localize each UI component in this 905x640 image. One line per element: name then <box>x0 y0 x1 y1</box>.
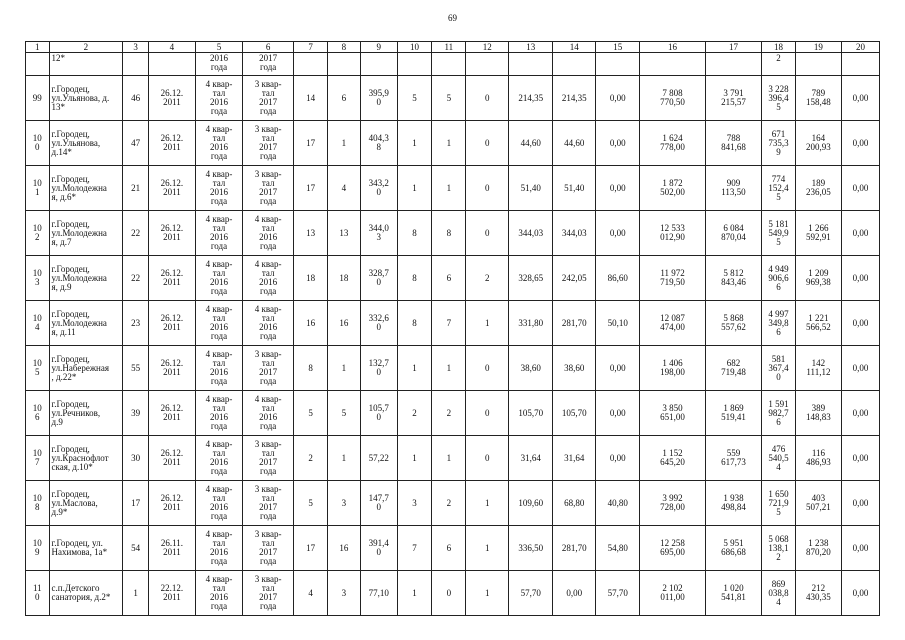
table-cell-col-15: 0,00 <box>596 166 640 211</box>
table-cell-col-20: 0,00 <box>841 571 879 616</box>
table-cell-col-16: 1 872 502,00 <box>640 166 706 211</box>
table-cell-col-13: 331,80 <box>509 301 553 346</box>
table-cell-col-2: г.Городец, ул.Речников, д.9 <box>49 391 123 436</box>
table-cell-col-18: 5 181 549,9 5 <box>762 211 796 256</box>
table-cell-col-1: 10 4 <box>26 301 50 346</box>
table-cell-col-16: 7 808 770,50 <box>640 76 706 121</box>
table-cell-col-20: 0,00 <box>841 481 879 526</box>
table-cell-col-14: 31,64 <box>553 436 596 481</box>
table-cell-col-18: 774 152,4 5 <box>762 166 796 211</box>
table-cell-col-14: 281,70 <box>553 301 596 346</box>
table-cell-col-4: 26.12. 2011 <box>148 436 195 481</box>
table-cell-col-6: 2017 года <box>243 53 294 76</box>
table-cell-col-18: 5 068 138,1 2 <box>762 526 796 571</box>
table-cell-col-8: 8 <box>328 42 361 53</box>
table-cell-col-6: 3 квар- тал 2017 года <box>243 346 294 391</box>
table-cell-col-15: 54,80 <box>596 526 640 571</box>
table-row <box>26 481 880 526</box>
table-cell-col-12: 2 <box>466 256 509 301</box>
table-cell-col-3: 47 <box>123 121 149 166</box>
table-row <box>26 211 880 256</box>
table-cell-col-15: 50,10 <box>596 301 640 346</box>
table-cell-col-3: 46 <box>123 76 149 121</box>
table-cell-col-15: 0,00 <box>596 436 640 481</box>
table-cell-col-17: 788 841,68 <box>705 121 761 166</box>
table-cell-col-9: 9 <box>360 42 397 53</box>
table-cell-col-2: г.Городец, ул.Краснофлот ская, д.10* <box>49 436 123 481</box>
table-cell-col-20: 20 <box>841 42 879 53</box>
table-cell-col-11: 5 <box>432 76 466 121</box>
table-cell-col-9 <box>360 53 397 76</box>
table-cell-col-2: с.п.Детского санатория, д.2* <box>49 571 123 616</box>
table-row <box>26 76 880 121</box>
table-cell-col-6: 4 квар- тал 2016 года <box>243 256 294 301</box>
table-cell-col-20: 0,00 <box>841 211 879 256</box>
table-cell-col-3 <box>123 53 149 76</box>
table-cell-col-8: 1 <box>328 436 361 481</box>
table-cell-col-7: 13 <box>294 211 328 256</box>
table-cell-col-17: 5 812 843,46 <box>705 256 761 301</box>
table-cell-col-20: 0,00 <box>841 166 879 211</box>
table-cell-col-11: 6 <box>432 526 466 571</box>
table-cell-col-12: 0 <box>466 166 509 211</box>
table-cell-col-3: 39 <box>123 391 149 436</box>
table-cell-col-15: 15 <box>596 42 640 53</box>
table-cell-col-15 <box>596 53 640 76</box>
table-cell-col-5: 4 квар- тал 2016 года <box>195 346 242 391</box>
table-cell-col-5: 4 квар- тал 2016 года <box>195 526 242 571</box>
table-cell-col-4: 26.12. 2011 <box>148 301 195 346</box>
table-cell-col-10 <box>397 53 432 76</box>
table-cell-col-2: 2 <box>49 42 123 53</box>
table-cell-col-9: 395,9 0 <box>360 76 397 121</box>
table-cell-col-4: 26.12. 2011 <box>148 121 195 166</box>
table-row <box>26 301 880 346</box>
table-cell-col-17: 1 938 498,84 <box>705 481 761 526</box>
table-cell-col-4: 26.11. 2011 <box>148 526 195 571</box>
table-cell-col-8: 1 <box>328 121 361 166</box>
table-cell-col-7: 5 <box>294 391 328 436</box>
table-cell-col-14 <box>553 53 596 76</box>
table-cell-col-2: г.Городец, ул. Нахимова, 1а* <box>49 526 123 571</box>
table-cell-col-7: 5 <box>294 481 328 526</box>
table-cell-col-17: 682 719,48 <box>705 346 761 391</box>
table-cell-col-16: 3 850 651,00 <box>640 391 706 436</box>
table-cell-col-9: 343,2 0 <box>360 166 397 211</box>
table-cell-col-11: 1 <box>432 166 466 211</box>
table-cell-col-1: 10 1 <box>26 166 50 211</box>
table-cell-col-14: 242,05 <box>553 256 596 301</box>
table-cell-col-2: г.Городец, ул.Молодежна я, д.11 <box>49 301 123 346</box>
table-cell-col-8: 4 <box>328 166 361 211</box>
table-cell-col-11: 1 <box>432 121 466 166</box>
table-cell-col-5: 4 квар- тал 2016 года <box>195 481 242 526</box>
table-cell-col-14: 214,35 <box>553 76 596 121</box>
table-cell-col-16: 1 152 645,20 <box>640 436 706 481</box>
table-cell-col-12: 0 <box>466 436 509 481</box>
table-cell-col-13: 13 <box>509 42 553 53</box>
page-number: 69 <box>448 13 457 23</box>
table-cell-col-2: г.Городец, ул.Маслова, д.9* <box>49 481 123 526</box>
table-cell-col-18: 581 367,4 0 <box>762 346 796 391</box>
table-cell-col-13: 109,60 <box>509 481 553 526</box>
table-cell-col-19 <box>795 53 841 76</box>
table-cell-col-1: 10 8 <box>26 481 50 526</box>
table-cell-col-11: 6 <box>432 256 466 301</box>
table-cell-col-4: 26.12. 2011 <box>148 166 195 211</box>
table-cell-col-9: 391,4 0 <box>360 526 397 571</box>
table-cell-col-7: 17 <box>294 166 328 211</box>
table-cell-col-1: 10 9 <box>26 526 50 571</box>
table-cell-col-1: 10 5 <box>26 346 50 391</box>
table-cell-col-20: 0,00 <box>841 76 879 121</box>
table-cell-col-1: 1 <box>26 42 50 53</box>
table-cell-col-19: 164 200,93 <box>795 121 841 166</box>
table-cell-col-13: 214,35 <box>509 76 553 121</box>
table-cell-col-2: г.Городец, ул.Ульянова, д.14* <box>49 121 123 166</box>
table-row <box>26 346 880 391</box>
table-cell-col-4: 26.12. 2011 <box>148 256 195 301</box>
table-cell-col-9: 344,0 3 <box>360 211 397 256</box>
table-cell-col-3: 54 <box>123 526 149 571</box>
table-cell-col-13: 31,64 <box>509 436 553 481</box>
table-cell-col-11: 2 <box>432 481 466 526</box>
table-cell-col-11: 1 <box>432 346 466 391</box>
table-cell-col-8: 3 <box>328 571 361 616</box>
table-cell-col-2: г.Городец, ул.Молодежна я, д.9 <box>49 256 123 301</box>
table-cell-col-14: 0,00 <box>553 571 596 616</box>
table-cell-col-4: 26.12. 2011 <box>148 391 195 436</box>
table-cell-col-7: 14 <box>294 76 328 121</box>
table-cell-col-5: 4 квар- тал 2016 года <box>195 301 242 346</box>
table-cell-col-16: 12 087 474,00 <box>640 301 706 346</box>
table-cell-col-15: 0,00 <box>596 121 640 166</box>
table-row <box>26 166 880 211</box>
table-cell-col-6: 3 квар- тал 2017 года <box>243 166 294 211</box>
table-cell-col-10: 5 <box>397 76 432 121</box>
table-cell-col-13 <box>509 53 553 76</box>
table-cell-col-9: 332,6 0 <box>360 301 397 346</box>
table-cell-col-10: 1 <box>397 346 432 391</box>
table-cell-col-15: 0,00 <box>596 76 640 121</box>
table-cell-col-4: 22.12. 2011 <box>148 571 195 616</box>
table-cell-col-3: 22 <box>123 256 149 301</box>
table-cell-col-6: 4 квар- тал 2016 года <box>243 211 294 256</box>
table-cell-col-7: 18 <box>294 256 328 301</box>
table-cell-col-18: 671 735,3 9 <box>762 121 796 166</box>
table-cell-col-5: 4 квар- тал 2016 года <box>195 391 242 436</box>
table-cell-col-18: 1 591 982,7 6 <box>762 391 796 436</box>
table-cell-col-1: 99 <box>26 76 50 121</box>
table-cell-col-6: 4 квар- тал 2016 года <box>243 391 294 436</box>
table-cell-col-1: 10 2 <box>26 211 50 256</box>
table-cell-col-10: 8 <box>397 211 432 256</box>
table-cell-col-8: 16 <box>328 301 361 346</box>
table-cell-col-1: 11 0 <box>26 571 50 616</box>
table-cell-col-3: 3 <box>123 42 149 53</box>
table-cell-col-13: 328,65 <box>509 256 553 301</box>
table-cell-col-20: 0,00 <box>841 526 879 571</box>
table-cell-col-3: 55 <box>123 346 149 391</box>
table-cell-col-10: 7 <box>397 526 432 571</box>
table-cell-col-10: 1 <box>397 436 432 481</box>
table-cell-col-11: 7 <box>432 301 466 346</box>
table-cell-col-1 <box>26 53 50 76</box>
table-cell-col-3: 21 <box>123 166 149 211</box>
table-cell-col-6: 3 квар- тал 2017 года <box>243 436 294 481</box>
table-row <box>26 571 880 616</box>
table-cell-col-15: 40,80 <box>596 481 640 526</box>
table-cell-col-16: 11 972 719,50 <box>640 256 706 301</box>
table-cell-col-17: 17 <box>705 42 761 53</box>
table-cell-col-16: 16 <box>640 42 706 53</box>
table-cell-col-8: 1 <box>328 346 361 391</box>
table-cell-col-5: 4 квар- тал 2016 года <box>195 121 242 166</box>
table-cell-col-7: 4 <box>294 571 328 616</box>
table-cell-col-5: 4 квар- тал 2016 года <box>195 166 242 211</box>
table-cell-col-17 <box>705 53 761 76</box>
table-cell-col-10: 1 <box>397 166 432 211</box>
table-cell-col-4: 26.12. 2011 <box>148 346 195 391</box>
table-cell-col-11: 0 <box>432 571 466 616</box>
table-cell-col-8: 6 <box>328 76 361 121</box>
table-cell-col-12: 0 <box>466 211 509 256</box>
table-cell-col-3: 30 <box>123 436 149 481</box>
table-cell-col-9: 404,3 8 <box>360 121 397 166</box>
table-cell-col-19: 116 486,93 <box>795 436 841 481</box>
table-cell-col-3: 23 <box>123 301 149 346</box>
table-cell-col-13: 344,03 <box>509 211 553 256</box>
table-cell-col-17: 909 113,50 <box>705 166 761 211</box>
table-cell-col-12: 1 <box>466 301 509 346</box>
table-cell-col-4 <box>148 53 195 76</box>
table-cell-col-7: 8 <box>294 346 328 391</box>
table-cell-col-12: 0 <box>466 76 509 121</box>
table-cell-col-14: 281,70 <box>553 526 596 571</box>
table-cell-col-10: 8 <box>397 301 432 346</box>
table-cell-col-7 <box>294 53 328 76</box>
table-cell-col-2: г.Городец, ул.Набережная , д.22* <box>49 346 123 391</box>
table-cell-col-1: 10 3 <box>26 256 50 301</box>
table-cell-col-16: 12 533 012,90 <box>640 211 706 256</box>
table-cell-col-19: 189 236,05 <box>795 166 841 211</box>
table-cell-col-19: 1 266 592,91 <box>795 211 841 256</box>
table-cell-col-12: 12 <box>466 42 509 53</box>
table-cell-col-13: 44,60 <box>509 121 553 166</box>
table-cell-col-19: 142 111,12 <box>795 346 841 391</box>
table-cell-col-15: 86,60 <box>596 256 640 301</box>
table-cell-col-7: 16 <box>294 301 328 346</box>
table-cell-col-14: 14 <box>553 42 596 53</box>
table-cell-col-8 <box>328 53 361 76</box>
table-cell-col-18: 869 038,8 4 <box>762 571 796 616</box>
table-cell-col-12: 0 <box>466 121 509 166</box>
table-cell-col-3: 22 <box>123 211 149 256</box>
table-cell-col-7: 17 <box>294 526 328 571</box>
table-cell-col-18: 2 <box>762 53 796 76</box>
table-cell-col-3: 1 <box>123 571 149 616</box>
table-cell-col-4: 26.12. 2011 <box>148 211 195 256</box>
table-cell-col-6: 3 квар- тал 2017 года <box>243 481 294 526</box>
table-cell-col-5: 4 квар- тал 2016 года <box>195 571 242 616</box>
table-cell-col-14: 51,40 <box>553 166 596 211</box>
table-cell-col-14: 105,70 <box>553 391 596 436</box>
table-cell-col-5: 4 квар- тал 2016 года <box>195 256 242 301</box>
table-row <box>26 391 880 436</box>
table-cell-col-8: 16 <box>328 526 361 571</box>
table-cell-col-6: 3 квар- тал 2017 года <box>243 526 294 571</box>
table-cell-col-19: 1 221 566,52 <box>795 301 841 346</box>
table-cell-col-6: 3 квар- тал 2017 года <box>243 76 294 121</box>
table-cell-col-19: 1 209 969,38 <box>795 256 841 301</box>
table-cell-col-19: 389 148,83 <box>795 391 841 436</box>
table-cell-col-2: 12* <box>49 53 123 76</box>
table-cell-col-9: 328,7 0 <box>360 256 397 301</box>
table-cell-col-5: 5 <box>195 42 242 53</box>
continuation-row <box>26 53 880 76</box>
table-cell-col-9: 57,22 <box>360 436 397 481</box>
table-cell-col-8: 5 <box>328 391 361 436</box>
table-cell-col-7: 2 <box>294 436 328 481</box>
table-cell-col-17: 1 020 541,81 <box>705 571 761 616</box>
table-cell-col-19: 1 238 870,20 <box>795 526 841 571</box>
table-cell-col-9: 147,7 0 <box>360 481 397 526</box>
table-cell-col-6: 3 квар- тал 2017 года <box>243 571 294 616</box>
table-cell-col-20: 0,00 <box>841 256 879 301</box>
table-cell-col-17: 1 869 519,41 <box>705 391 761 436</box>
table-cell-col-12 <box>466 53 509 76</box>
table-cell-col-17: 5 951 686,68 <box>705 526 761 571</box>
table-cell-col-15: 0,00 <box>596 391 640 436</box>
table-cell-col-20: 0,00 <box>841 301 879 346</box>
table-cell-col-2: г.Городец, ул.Молодежна я, д.6* <box>49 166 123 211</box>
table-cell-col-15: 0,00 <box>596 346 640 391</box>
table-cell-col-10: 10 <box>397 42 432 53</box>
table-cell-col-1: 10 0 <box>26 121 50 166</box>
table-cell-col-3: 17 <box>123 481 149 526</box>
table-cell-col-11: 8 <box>432 211 466 256</box>
table-cell-col-11 <box>432 53 466 76</box>
table-cell-col-16: 1 406 198,00 <box>640 346 706 391</box>
table-cell-col-17: 6 084 870,04 <box>705 211 761 256</box>
table-row <box>26 526 880 571</box>
table-cell-col-17: 3 791 215,57 <box>705 76 761 121</box>
table-cell-col-1: 10 6 <box>26 391 50 436</box>
table-cell-col-6: 3 квар- тал 2017 года <box>243 121 294 166</box>
table-cell-col-13: 51,40 <box>509 166 553 211</box>
table-row <box>26 256 880 301</box>
table-cell-col-9: 105,7 0 <box>360 391 397 436</box>
table-cell-col-17: 5 868 557,62 <box>705 301 761 346</box>
table-cell-col-4: 26.12. 2011 <box>148 481 195 526</box>
table-cell-col-9: 132,7 0 <box>360 346 397 391</box>
table-cell-col-20: 0,00 <box>841 391 879 436</box>
table-cell-col-8: 13 <box>328 211 361 256</box>
table-cell-col-19: 212 430,35 <box>795 571 841 616</box>
table-row <box>26 121 880 166</box>
table-cell-col-20 <box>841 53 879 76</box>
table-cell-col-18: 476 540,5 4 <box>762 436 796 481</box>
table-cell-col-11: 2 <box>432 391 466 436</box>
table-cell-col-13: 57,70 <box>509 571 553 616</box>
table-cell-col-12: 1 <box>466 526 509 571</box>
table-cell-col-15: 57,70 <box>596 571 640 616</box>
table-cell-col-16: 12 258 695,00 <box>640 526 706 571</box>
table-cell-col-13: 105,70 <box>509 391 553 436</box>
table-cell-col-13: 336,50 <box>509 526 553 571</box>
table-cell-col-13: 38,60 <box>509 346 553 391</box>
table-cell-col-2: г.Городец, ул.Молодежна я, д.7 <box>49 211 123 256</box>
table-cell-col-11: 1 <box>432 436 466 481</box>
table-cell-col-10: 2 <box>397 391 432 436</box>
table-cell-col-4: 4 <box>148 42 195 53</box>
table-cell-col-18: 4 949 906,6 6 <box>762 256 796 301</box>
table-cell-col-20: 0,00 <box>841 346 879 391</box>
housing-table <box>25 41 880 616</box>
table-cell-col-14: 344,03 <box>553 211 596 256</box>
table-cell-col-14: 44,60 <box>553 121 596 166</box>
table-cell-col-5: 2016 года <box>195 53 242 76</box>
table-cell-col-12: 0 <box>466 391 509 436</box>
table-cell-col-16 <box>640 53 706 76</box>
table-cell-col-1: 10 7 <box>26 436 50 481</box>
table-cell-col-8: 18 <box>328 256 361 301</box>
table-cell-col-16: 1 624 778,00 <box>640 121 706 166</box>
table-cell-col-16: 2 102 011,00 <box>640 571 706 616</box>
table-cell-col-14: 68,80 <box>553 481 596 526</box>
table-cell-col-5: 4 квар- тал 2016 года <box>195 76 242 121</box>
table-cell-col-18: 1 650 721,9 5 <box>762 481 796 526</box>
table-cell-col-2: г.Городец, ул.Ульянова, д. 13* <box>49 76 123 121</box>
table-cell-col-6: 6 <box>243 42 294 53</box>
table-cell-col-20: 0,00 <box>841 121 879 166</box>
table-cell-col-9: 77,10 <box>360 571 397 616</box>
table-cell-col-4: 26.12. 2011 <box>148 76 195 121</box>
table-cell-col-19: 403 507,21 <box>795 481 841 526</box>
table-cell-col-11: 11 <box>432 42 466 53</box>
table-cell-col-10: 8 <box>397 256 432 301</box>
table-cell-col-16: 3 992 728,00 <box>640 481 706 526</box>
table-cell-col-10: 1 <box>397 121 432 166</box>
table-cell-col-12: 0 <box>466 346 509 391</box>
table-cell-col-17: 559 617,73 <box>705 436 761 481</box>
table-cell-col-10: 3 <box>397 481 432 526</box>
table-cell-col-12: 1 <box>466 571 509 616</box>
table-cell-col-18: 4 997 349,8 6 <box>762 301 796 346</box>
table-cell-col-15: 0,00 <box>596 211 640 256</box>
table-cell-col-20: 0,00 <box>841 436 879 481</box>
table-cell-col-19: 19 <box>795 42 841 53</box>
table-cell-col-12: 1 <box>466 481 509 526</box>
table-cell-col-5: 4 квар- тал 2016 года <box>195 436 242 481</box>
table-cell-col-8: 3 <box>328 481 361 526</box>
table-cell-col-6: 4 квар- тал 2016 года <box>243 301 294 346</box>
table-cell-col-5: 4 квар- тал 2016 года <box>195 211 242 256</box>
table-cell-col-18: 3 228 396,4 5 <box>762 76 796 121</box>
table-cell-col-7: 7 <box>294 42 328 53</box>
table-cell-col-14: 38,60 <box>553 346 596 391</box>
table-cell-col-19: 789 158,48 <box>795 76 841 121</box>
table-cell-col-10: 1 <box>397 571 432 616</box>
table-cell-col-7: 17 <box>294 121 328 166</box>
column-number-row <box>26 42 880 53</box>
table-row <box>26 436 880 481</box>
table-cell-col-18: 18 <box>762 42 796 53</box>
